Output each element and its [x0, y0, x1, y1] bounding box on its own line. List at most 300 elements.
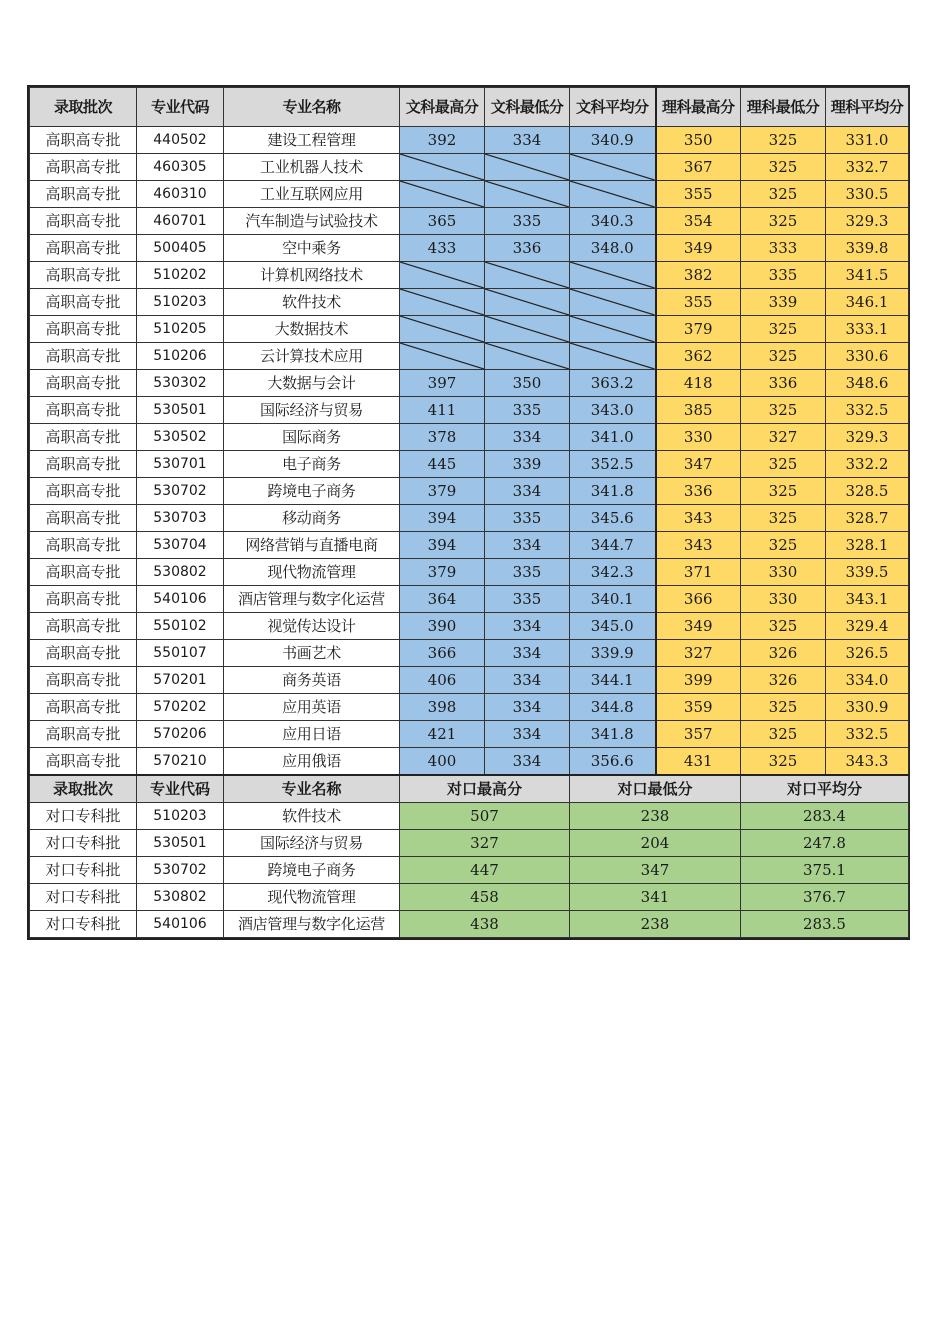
cell-li-max: 336: [656, 478, 741, 505]
cell-li-min: 325: [741, 343, 826, 370]
cell-li-avg: 333.1: [826, 316, 909, 343]
empty-cell-diagonal: [570, 262, 655, 288]
cell-dui-max: 438: [400, 911, 570, 938]
table-row: [30, 262, 909, 289]
cell-code: 540106: [137, 911, 224, 938]
cell-wen-max: 411: [400, 397, 485, 424]
cell-wen-min: 336: [485, 235, 570, 262]
header-name: 专业名称: [224, 88, 400, 127]
cell-name: 应用日语: [224, 721, 400, 748]
cell-dui-avg: 375.1: [741, 857, 909, 884]
cell-li-max: 355: [656, 181, 741, 208]
cell-name: 应用俄语: [224, 748, 400, 776]
cell-code: 530802: [137, 884, 224, 911]
cell-li-max: 354: [656, 208, 741, 235]
table-row: [30, 911, 909, 938]
cell-dui-max: 507: [400, 803, 570, 830]
header-li-max: 理科最高分: [656, 88, 741, 127]
cell-wen-min: 335: [485, 505, 570, 532]
cell-dui-avg: 376.7: [741, 884, 909, 911]
cell-batch: 高职高专批: [30, 559, 137, 586]
cell-dui-max: 447: [400, 857, 570, 884]
cell-name: 国际经济与贸易: [224, 830, 400, 857]
cell-li-max: 379: [656, 316, 741, 343]
table-row: [30, 478, 909, 505]
cell-batch: 对口专科批: [30, 884, 137, 911]
cell-wen-max: 400: [400, 748, 485, 776]
cell-wen-min: 334: [485, 478, 570, 505]
cell-li-max: 355: [656, 289, 741, 316]
cell-li-avg: 330.9: [826, 694, 909, 721]
cell-li-min: 325: [741, 721, 826, 748]
cell-batch: 高职高专批: [30, 181, 137, 208]
cell-wen-min: 334: [485, 532, 570, 559]
cell-code: 570210: [137, 748, 224, 776]
cell-batch: 高职高专批: [30, 316, 137, 343]
cell-li-avg: 328.7: [826, 505, 909, 532]
empty-cell-diagonal: [485, 316, 569, 342]
cell-li-avg: 343.3: [826, 748, 909, 776]
cell-wen-min: [485, 343, 570, 370]
cell-wen-max: [400, 343, 485, 370]
cell-li-max: 350: [656, 127, 741, 154]
cell-li-max: 362: [656, 343, 741, 370]
cell-name: 网络营销与直播电商: [224, 532, 400, 559]
cell-wen-min: [485, 289, 570, 316]
header-wen-avg: 文科平均分: [570, 88, 656, 127]
header2-min: 对口最低分: [570, 775, 741, 803]
cell-wen-max: 397: [400, 370, 485, 397]
cell-wen-avg: [570, 181, 656, 208]
cell-li-min: 325: [741, 181, 826, 208]
cell-li-max: 371: [656, 559, 741, 586]
cell-name: 计算机网络技术: [224, 262, 400, 289]
cell-name: 国际经济与贸易: [224, 397, 400, 424]
cell-li-min: 336: [741, 370, 826, 397]
cell-name: 电子商务: [224, 451, 400, 478]
cell-li-min: 325: [741, 397, 826, 424]
cell-li-min: 325: [741, 154, 826, 181]
cell-code: 540106: [137, 586, 224, 613]
cell-wen-max: 421: [400, 721, 485, 748]
cell-code: 500405: [137, 235, 224, 262]
cell-wen-avg: [570, 316, 656, 343]
cell-batch: 对口专科批: [30, 857, 137, 884]
cell-code: 460305: [137, 154, 224, 181]
header2-batch: 录取批次: [30, 775, 137, 803]
header-row-2: [30, 775, 909, 803]
cell-name: 视觉传达设计: [224, 613, 400, 640]
cell-name: 云计算技术应用: [224, 343, 400, 370]
cell-li-avg: 329.3: [826, 424, 909, 451]
cell-li-max: 349: [656, 235, 741, 262]
cell-wen-min: 334: [485, 613, 570, 640]
cell-wen-min: [485, 154, 570, 181]
cell-wen-min: 334: [485, 721, 570, 748]
empty-cell-diagonal: [570, 316, 655, 342]
empty-cell-diagonal: [570, 181, 655, 207]
empty-cell-diagonal: [485, 181, 569, 207]
cell-wen-avg: [570, 289, 656, 316]
cell-li-min: 326: [741, 667, 826, 694]
table-row: [30, 397, 909, 424]
cell-li-avg: 339.8: [826, 235, 909, 262]
cell-li-avg: 332.5: [826, 721, 909, 748]
table-row: [30, 613, 909, 640]
empty-cell-diagonal: [570, 154, 655, 180]
cell-wen-avg: 341.8: [570, 478, 656, 505]
cell-batch: 高职高专批: [30, 262, 137, 289]
cell-li-min: 325: [741, 451, 826, 478]
cell-li-min: 333: [741, 235, 826, 262]
cell-batch: 高职高专批: [30, 586, 137, 613]
table-row: [30, 640, 909, 667]
cell-dui-avg: 283.5: [741, 911, 909, 938]
cell-batch: 高职高专批: [30, 748, 137, 776]
cell-li-max: 399: [656, 667, 741, 694]
cell-wen-avg: 340.9: [570, 127, 656, 154]
cell-li-avg: 332.5: [826, 397, 909, 424]
cell-code: 510205: [137, 316, 224, 343]
cell-batch: 高职高专批: [30, 505, 137, 532]
cell-li-avg: 329.4: [826, 613, 909, 640]
cell-code: 530701: [137, 451, 224, 478]
cell-code: 550107: [137, 640, 224, 667]
cell-code: 570202: [137, 694, 224, 721]
cell-wen-max: 392: [400, 127, 485, 154]
cell-wen-avg: 356.6: [570, 748, 656, 776]
cell-code: 530501: [137, 830, 224, 857]
cell-name: 书画艺术: [224, 640, 400, 667]
cell-wen-max: 379: [400, 559, 485, 586]
cell-name: 国际商务: [224, 424, 400, 451]
cell-dui-avg: 283.4: [741, 803, 909, 830]
cell-wen-avg: 363.2: [570, 370, 656, 397]
cell-code: 530802: [137, 559, 224, 586]
cell-code: 530702: [137, 478, 224, 505]
cell-li-avg: 330.6: [826, 343, 909, 370]
empty-cell-diagonal: [400, 154, 484, 180]
cell-dui-min: 204: [570, 830, 741, 857]
empty-cell-diagonal: [400, 262, 484, 288]
cell-code: 510202: [137, 262, 224, 289]
cell-wen-max: [400, 289, 485, 316]
cell-wen-avg: 340.1: [570, 586, 656, 613]
cell-wen-max: 365: [400, 208, 485, 235]
table-row: [30, 884, 909, 911]
cell-wen-min: 334: [485, 424, 570, 451]
cell-li-min: 325: [741, 532, 826, 559]
cell-li-min: 326: [741, 640, 826, 667]
table-row: [30, 316, 909, 343]
cell-dui-min: 341: [570, 884, 741, 911]
cell-li-max: 382: [656, 262, 741, 289]
cell-name: 汽车制造与试验技术: [224, 208, 400, 235]
cell-wen-max: [400, 262, 485, 289]
cell-code: 550102: [137, 613, 224, 640]
cell-batch: 高职高专批: [30, 397, 137, 424]
cell-batch: 高职高专批: [30, 613, 137, 640]
cell-wen-max: 394: [400, 532, 485, 559]
score-table: [29, 87, 909, 938]
cell-li-min: 335: [741, 262, 826, 289]
cell-li-min: 339: [741, 289, 826, 316]
cell-wen-min: 335: [485, 397, 570, 424]
cell-code: 530502: [137, 424, 224, 451]
cell-wen-avg: 344.7: [570, 532, 656, 559]
header2-code: 专业代码: [137, 775, 224, 803]
cell-wen-max: 390: [400, 613, 485, 640]
table-row: [30, 154, 909, 181]
table-row: [30, 532, 909, 559]
empty-cell-diagonal: [485, 262, 569, 288]
cell-wen-max: 433: [400, 235, 485, 262]
cell-wen-min: 334: [485, 640, 570, 667]
cell-code: 460701: [137, 208, 224, 235]
header-row: [30, 88, 909, 127]
cell-li-avg: 326.5: [826, 640, 909, 667]
header-li-avg: 理科平均分: [826, 88, 909, 127]
table-row: [30, 721, 909, 748]
cell-li-min: 325: [741, 478, 826, 505]
cell-batch: 高职高专批: [30, 235, 137, 262]
cell-li-min: 327: [741, 424, 826, 451]
cell-dui-max: 458: [400, 884, 570, 911]
table-row: [30, 127, 909, 154]
cell-li-min: 325: [741, 748, 826, 776]
cell-code: 460310: [137, 181, 224, 208]
cell-wen-avg: 341.0: [570, 424, 656, 451]
cell-batch: 高职高专批: [30, 154, 137, 181]
table-row: [30, 424, 909, 451]
cell-code: 530302: [137, 370, 224, 397]
cell-dui-min: 238: [570, 803, 741, 830]
empty-cell-diagonal: [485, 343, 569, 369]
header-batch: 录取批次: [30, 88, 137, 127]
table-row: [30, 694, 909, 721]
cell-li-max: 327: [656, 640, 741, 667]
cell-li-max: 343: [656, 505, 741, 532]
cell-li-max: 347: [656, 451, 741, 478]
cell-li-min: 325: [741, 208, 826, 235]
cell-code: 530704: [137, 532, 224, 559]
cell-wen-avg: 344.8: [570, 694, 656, 721]
cell-name: 现代物流管理: [224, 559, 400, 586]
cell-wen-avg: [570, 262, 656, 289]
cell-wen-min: 334: [485, 667, 570, 694]
table-row: [30, 208, 909, 235]
cell-li-avg: 348.6: [826, 370, 909, 397]
cell-li-avg: 328.1: [826, 532, 909, 559]
cell-batch: 高职高专批: [30, 451, 137, 478]
cell-wen-avg: 352.5: [570, 451, 656, 478]
cell-li-min: 325: [741, 505, 826, 532]
cell-wen-avg: 341.8: [570, 721, 656, 748]
table-row: [30, 559, 909, 586]
cell-li-max: 367: [656, 154, 741, 181]
table-row: [30, 505, 909, 532]
cell-wen-avg: [570, 343, 656, 370]
empty-cell-diagonal: [570, 343, 655, 369]
cell-wen-min: 339: [485, 451, 570, 478]
cell-li-max: 385: [656, 397, 741, 424]
cell-wen-max: 378: [400, 424, 485, 451]
cell-batch: 高职高专批: [30, 667, 137, 694]
cell-wen-avg: 340.3: [570, 208, 656, 235]
table-row: [30, 586, 909, 613]
table-row: [30, 370, 909, 397]
cell-wen-min: [485, 181, 570, 208]
cell-name: 跨境电子商务: [224, 857, 400, 884]
cell-wen-min: [485, 316, 570, 343]
cell-li-min: 325: [741, 613, 826, 640]
cell-li-avg: 329.3: [826, 208, 909, 235]
cell-wen-max: [400, 181, 485, 208]
cell-wen-min: [485, 262, 570, 289]
header2-name: 专业名称: [224, 775, 400, 803]
cell-name: 酒店管理与数字化运营: [224, 586, 400, 613]
cell-batch: 高职高专批: [30, 289, 137, 316]
cell-wen-avg: 345.0: [570, 613, 656, 640]
cell-wen-max: 406: [400, 667, 485, 694]
cell-li-max: 343: [656, 532, 741, 559]
cell-wen-max: 364: [400, 586, 485, 613]
cell-li-avg: 332.7: [826, 154, 909, 181]
admission-score-table: [27, 85, 910, 940]
cell-dui-avg: 247.8: [741, 830, 909, 857]
cell-batch: 高职高专批: [30, 721, 137, 748]
table-row: [30, 451, 909, 478]
table-row: [30, 857, 909, 884]
empty-cell-diagonal: [400, 181, 484, 207]
cell-li-avg: 331.0: [826, 127, 909, 154]
cell-wen-avg: 344.1: [570, 667, 656, 694]
cell-wen-avg: 345.6: [570, 505, 656, 532]
table-row: [30, 289, 909, 316]
cell-code: 510203: [137, 803, 224, 830]
cell-wen-max: 398: [400, 694, 485, 721]
empty-cell-diagonal: [400, 316, 484, 342]
cell-name: 工业互联网应用: [224, 181, 400, 208]
cell-li-avg: 330.5: [826, 181, 909, 208]
table-row: [30, 235, 909, 262]
cell-wen-max: [400, 154, 485, 181]
header2-avg: 对口平均分: [741, 775, 909, 803]
cell-wen-max: 394: [400, 505, 485, 532]
empty-cell-diagonal: [400, 343, 484, 369]
cell-code: 530501: [137, 397, 224, 424]
cell-wen-min: 334: [485, 694, 570, 721]
table-row: [30, 748, 909, 776]
cell-wen-max: 445: [400, 451, 485, 478]
cell-batch: 高职高专批: [30, 532, 137, 559]
cell-li-avg: 328.5: [826, 478, 909, 505]
cell-li-max: 357: [656, 721, 741, 748]
cell-name: 大数据技术: [224, 316, 400, 343]
cell-wen-min: 335: [485, 586, 570, 613]
cell-name: 大数据与会计: [224, 370, 400, 397]
cell-batch: 对口专科批: [30, 830, 137, 857]
cell-batch: 高职高专批: [30, 343, 137, 370]
cell-code: 570206: [137, 721, 224, 748]
cell-li-max: 366: [656, 586, 741, 613]
cell-li-avg: 332.2: [826, 451, 909, 478]
cell-wen-avg: 342.3: [570, 559, 656, 586]
cell-wen-avg: 343.0: [570, 397, 656, 424]
cell-li-avg: 334.0: [826, 667, 909, 694]
cell-name: 工业机器人技术: [224, 154, 400, 181]
empty-cell-diagonal: [485, 154, 569, 180]
cell-batch: 对口专科批: [30, 911, 137, 938]
cell-li-min: 330: [741, 559, 826, 586]
cell-wen-min: 334: [485, 748, 570, 776]
cell-name: 建设工程管理: [224, 127, 400, 154]
cell-code: 530702: [137, 857, 224, 884]
cell-li-avg: 341.5: [826, 262, 909, 289]
empty-cell-diagonal: [400, 289, 484, 315]
cell-wen-max: 379: [400, 478, 485, 505]
cell-name: 软件技术: [224, 289, 400, 316]
cell-li-min: 325: [741, 694, 826, 721]
table-row: [30, 343, 909, 370]
empty-cell-diagonal: [570, 289, 655, 315]
cell-li-max: 431: [656, 748, 741, 776]
cell-wen-max: [400, 316, 485, 343]
header-wen-min: 文科最低分: [485, 88, 570, 127]
cell-batch: 高职高专批: [30, 370, 137, 397]
cell-li-max: 359: [656, 694, 741, 721]
cell-name: 软件技术: [224, 803, 400, 830]
cell-code: 530703: [137, 505, 224, 532]
table-row: [30, 830, 909, 857]
cell-li-avg: 343.1: [826, 586, 909, 613]
cell-li-min: 325: [741, 127, 826, 154]
cell-batch: 高职高专批: [30, 127, 137, 154]
cell-batch: 高职高专批: [30, 640, 137, 667]
cell-li-avg: 346.1: [826, 289, 909, 316]
empty-cell-diagonal: [485, 289, 569, 315]
cell-li-max: 349: [656, 613, 741, 640]
header-wen-max: 文科最高分: [400, 88, 485, 127]
cell-name: 商务英语: [224, 667, 400, 694]
cell-wen-avg: 339.9: [570, 640, 656, 667]
cell-batch: 高职高专批: [30, 424, 137, 451]
table-row: [30, 181, 909, 208]
cell-code: 510206: [137, 343, 224, 370]
cell-wen-avg: [570, 154, 656, 181]
cell-li-max: 330: [656, 424, 741, 451]
cell-name: 空中乘务: [224, 235, 400, 262]
table-row: [30, 667, 909, 694]
cell-code: 440502: [137, 127, 224, 154]
cell-wen-min: 335: [485, 208, 570, 235]
cell-batch: 高职高专批: [30, 478, 137, 505]
cell-wen-min: 335: [485, 559, 570, 586]
cell-name: 跨境电子商务: [224, 478, 400, 505]
header-code: 专业代码: [137, 88, 224, 127]
cell-code: 570201: [137, 667, 224, 694]
cell-li-min: 325: [741, 316, 826, 343]
cell-name: 酒店管理与数字化运营: [224, 911, 400, 938]
cell-wen-min: 334: [485, 127, 570, 154]
cell-wen-max: 366: [400, 640, 485, 667]
table-row: [30, 803, 909, 830]
cell-li-avg: 339.5: [826, 559, 909, 586]
cell-dui-min: 238: [570, 911, 741, 938]
cell-name: 移动商务: [224, 505, 400, 532]
cell-code: 510203: [137, 289, 224, 316]
cell-wen-min: 350: [485, 370, 570, 397]
